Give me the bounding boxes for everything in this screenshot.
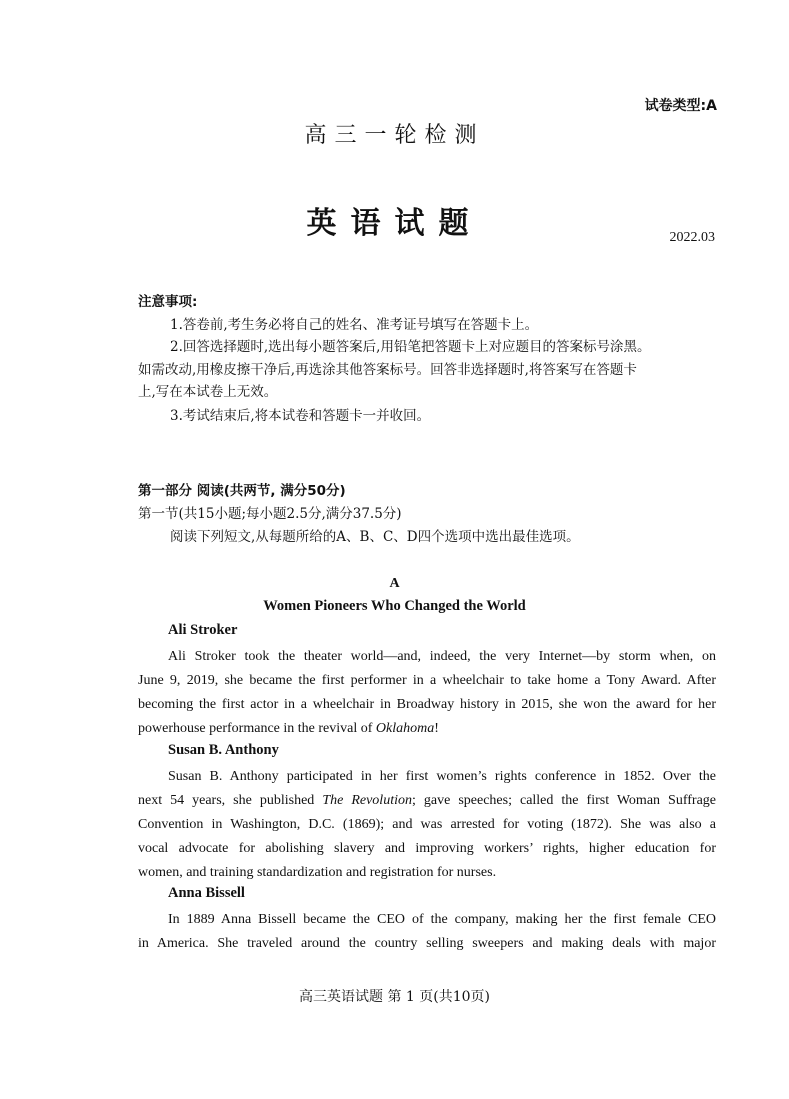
passage-title: Women Pioneers Who Changed the World [263, 598, 526, 614]
paragraph-ali-stroker [138, 645, 716, 741]
section-title: 第一节(共15小题;每小题2.5分,满分37.5分) [138, 506, 402, 522]
paragraph-line: becoming the first actor in a wheelchair in Broadway history in 2015, she won the award for her [138, 697, 716, 712]
musical-title: Oklahoma [375, 721, 435, 736]
person-heading-anna-bissell: Anna Bissell [168, 885, 245, 901]
line-text: ! [434, 721, 439, 736]
page-footer: 高三英语试题 第 1 页(共10页) [299, 989, 490, 1005]
paragraph-susan-b-anthony [138, 765, 716, 885]
paragraph-line: June 9, 2019, she became the first performer in a wheelchair to take home a Tony Award. After [138, 673, 716, 688]
note-item-2-line-3: 上,写在本试卷上无效。 [138, 384, 278, 400]
note-item-2 [138, 336, 718, 404]
note-item-2-line-1: 2.回答选择题时,选出每小题答案后,用铅笔把答题卡上对应题目的答案标号涂黑。 [170, 339, 651, 355]
note-item-3 [138, 405, 718, 428]
paragraph-line: Convention in Washington, D.C. (1869); and was arrested for voting (1872). She was also a [138, 817, 716, 832]
paragraph-line [138, 789, 716, 813]
line-text: powerhouse performance in the revival of [138, 721, 376, 736]
exam-name: 高三一轮检测 [304, 123, 485, 148]
part-title: 第一部分 阅读(共两节, 满分50分) [138, 483, 346, 499]
passage-letter: A [389, 576, 400, 591]
paragraph-line [138, 717, 716, 741]
subject-title: 英语试题 [306, 206, 483, 241]
paragraph-line: Ali Stroker took the theater world—and, indeed, the very Internet—by storm when, on [168, 649, 716, 664]
note-item-1-text: 1.答卷前,考生务必将自己的姓名、准考证号填写在答题卡上。 [170, 317, 539, 333]
paragraph-line: Susan B. Anthony participated in her first women’s rights conference in 1852. Over the [168, 769, 716, 784]
paragraph-line: vocal advocate for abolishing slavery and improving workers’ rights, higher education for [138, 841, 716, 856]
note-item-3-text: 3.考试结束后,将本试卷和答题卡一并收回。 [170, 408, 431, 424]
line-text: next 54 years, she published [138, 793, 323, 808]
note-item-1 [138, 314, 718, 337]
paragraph-line: in America. She traveled around the country selling sweepers and making deals with major [138, 936, 716, 951]
person-heading-ali-stroker: Ali Stroker [168, 622, 238, 638]
paragraph-anna-bissell [138, 908, 716, 956]
notes-title: 注意事项: [138, 294, 198, 310]
section-instruction: 阅读下列短文,从每题所给的A、B、C、D四个选项中选出最佳选项。 [170, 529, 580, 545]
line-text: ; gave speeches; called the first Woman Suffrage [411, 793, 716, 808]
paragraph-line: In 1889 Anna Bissell became the CEO of the company, making her the first female CEO [168, 912, 716, 927]
exam-date: 2022.03 [669, 230, 715, 245]
person-heading-susan-b-anthony: Susan B. Anthony [168, 742, 279, 758]
paragraph-line: women, and training standardization and registration for nurses. [138, 865, 497, 880]
publication-title: The Revolution [322, 793, 412, 808]
note-item-2-line-2: 如需改动,用橡皮擦干净后,再选涂其他答案标号。回答非选择题时,将答案写在答题卡 [138, 361, 637, 378]
paper-type-label: 试卷类型:A [644, 98, 717, 114]
